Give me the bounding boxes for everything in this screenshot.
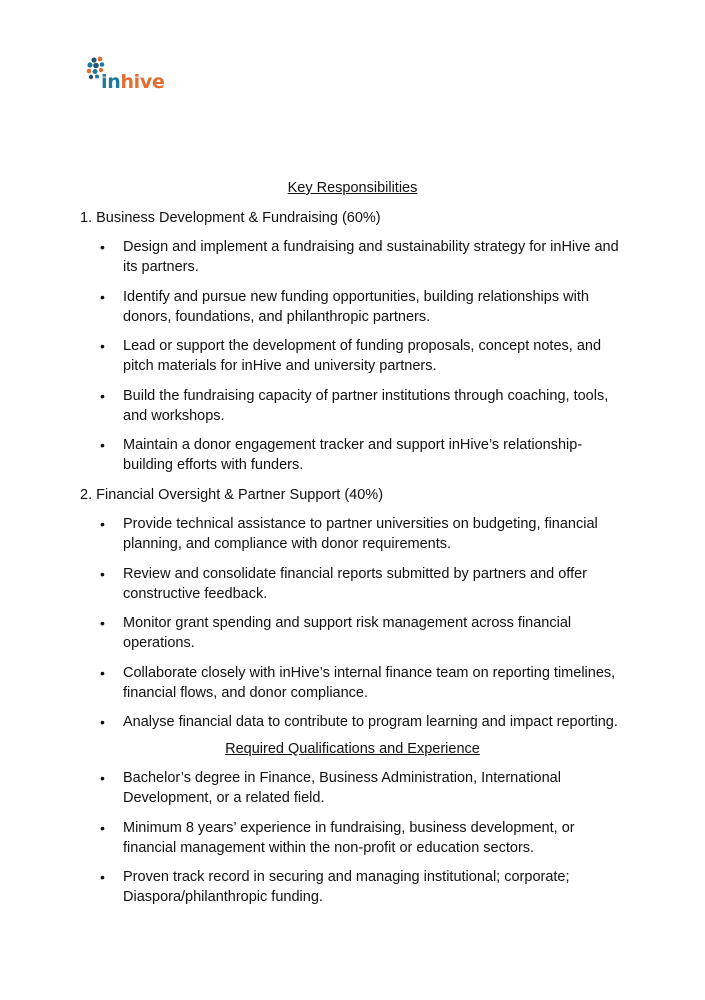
section-title-business-development: 1. Business Development & Fundraising (60%) (80, 210, 381, 226)
key-responsibilities-heading: Key Responsibilities (287, 180, 418, 196)
list-item: • Provide technical assistance to partner universities on budgeting, financial planning, and compliance with donor requirements. (80, 514, 625, 554)
list-item: • Proven track record in securing and managing institutional; corporate; Diaspora/philanthropic funding. (80, 867, 625, 907)
list-item: • Monitor grant spending and support risk management across financial operations. (80, 613, 625, 653)
list-item: • Analyse financial data to contribute to program learning and impact reporting. (80, 712, 625, 732)
section-title-financial-oversight: 2. Financial Oversight & Partner Support (40%) (80, 487, 384, 503)
list-item: • Review and consolidate financial reports submitted by partners and offer constructive feedback. (80, 564, 625, 604)
inhive-logo (86, 56, 166, 98)
list-item: • Minimum 8 years’ experience in fundraising, business development, or financial management within the non-profit or education sectors. (80, 818, 625, 858)
financial-oversight-list (80, 514, 625, 732)
qualifications-heading: Required Qualifications and Experience (225, 741, 480, 757)
list-item: • Bachelor’s degree in Finance, Business Administration, International Development, or a related field. (80, 768, 625, 808)
logo-text-in: in (101, 71, 121, 93)
logo-wordmark (101, 70, 165, 94)
list-item: • Collaborate closely with inHive’s internal finance team on reporting timelines, financial flows, and donor compliance. (80, 663, 625, 703)
list-item: • Lead or support the development of funding proposals, concept notes, and pitch materials for inHive and university partners. (80, 336, 625, 376)
qualifications-list (80, 768, 625, 907)
list-item: • Design and implement a fundraising and sustainability strategy for inHive and its partners. (80, 237, 625, 277)
logo-text-hive: hive (120, 71, 165, 93)
business-development-list (80, 237, 625, 475)
document-body (80, 178, 625, 917)
list-item: • Maintain a donor engagement tracker and support inHive’s relationship-building efforts with funders. (80, 435, 625, 475)
list-item: • Identify and pursue new funding opportunities, building relationships with donors, foundations, and philanthropic partners. (80, 287, 625, 327)
list-item: • Build the fundraising capacity of partner institutions through coaching, tools, and workshops. (80, 386, 625, 426)
